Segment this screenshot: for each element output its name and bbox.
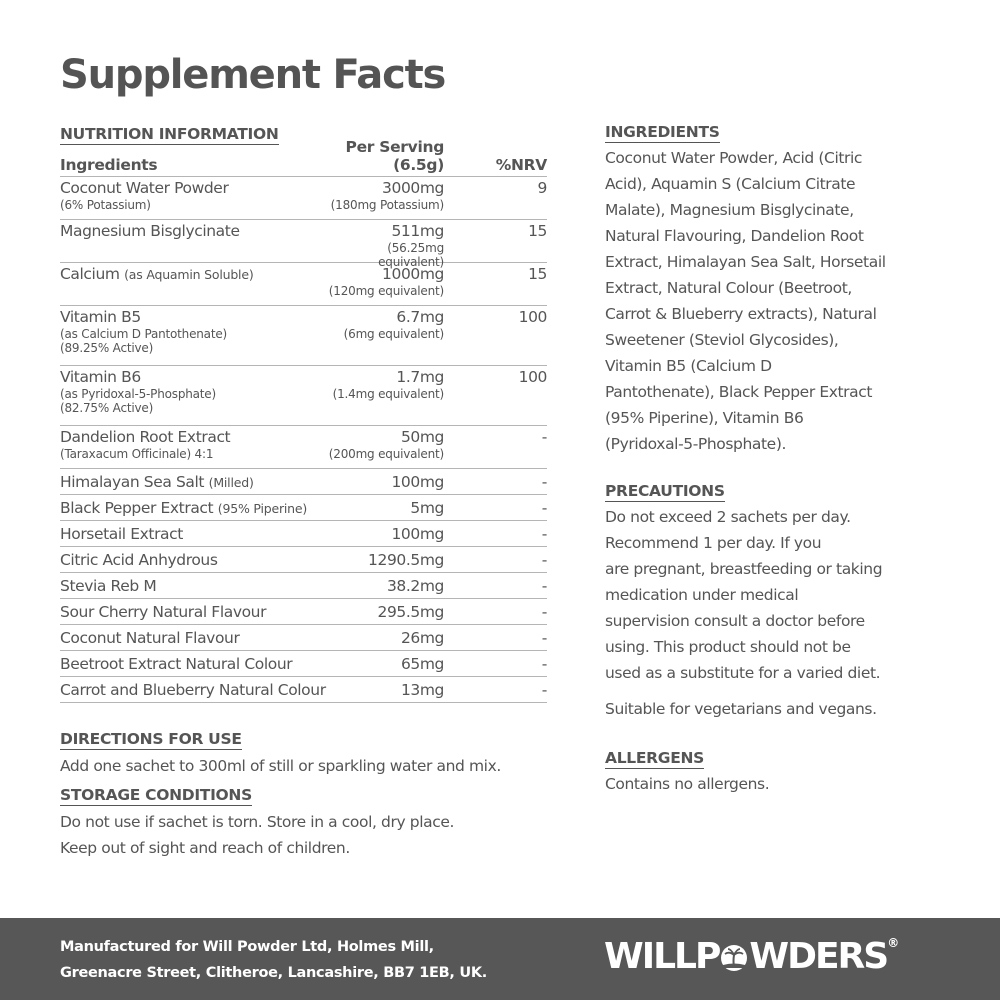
ingredient-cell [60, 680, 326, 702]
logo-text-right: WDERS [749, 936, 888, 977]
serving-cell [322, 264, 444, 305]
ingredients-line: Coconut Water Powder, Acid (Citric [605, 149, 863, 167]
serving-cell [322, 472, 444, 494]
ingredient-name: Coconut Water Powder [60, 179, 229, 197]
serving-cell [322, 524, 444, 546]
ingredient-name: Carrot and Blueberry Natural Colour [60, 681, 326, 699]
serving-amount: 100mg [391, 525, 444, 543]
ingredients-text [605, 145, 945, 457]
ingredient-name: Magnesium Bisglycinate [60, 222, 240, 240]
serving-amount: 6.7mg [396, 308, 444, 326]
table-row [60, 469, 547, 495]
nutrition-table-header [60, 138, 547, 177]
serving-cell [322, 367, 444, 425]
left-column [60, 124, 547, 861]
ingredients-line: Natural Flavouring, Dandelion Root [605, 227, 864, 245]
ingredients-line: Acid), Aquamin S (Calcium Citrate [605, 175, 856, 193]
ingredient-cell [60, 524, 322, 546]
serving-cell [322, 680, 444, 702]
nrv-cell: - [541, 428, 547, 446]
nrv-cell: - [541, 473, 547, 491]
manufacturer-address [60, 934, 487, 986]
serving-cell [322, 628, 444, 650]
nrv-cell: - [541, 577, 547, 595]
ingredient-cell [60, 221, 322, 262]
ingredient-sub: (Taraxacum Officinale) 4:1 [60, 447, 214, 461]
ingredient-sub-2: (89.25% Active) [60, 341, 154, 355]
nrv-cell: 100 [518, 368, 547, 386]
table-row [60, 495, 547, 521]
precautions-line: using. This product should not be [605, 638, 851, 656]
ingredient-cell [60, 427, 322, 468]
serving-cell [322, 602, 444, 624]
storage-heading: STORAGE CONDITIONS [60, 786, 252, 804]
ingredient-cell [60, 576, 322, 598]
ingredient-name: Stevia Reb M [60, 577, 157, 595]
serving-amount: 65mg [400, 655, 444, 673]
serving-amount: 50mg [400, 428, 444, 446]
ingredient-name: Beetroot Extract Natural Colour [60, 655, 293, 673]
ingredients-heading: INGREDIENTS [605, 123, 720, 141]
ingredient-cell [60, 602, 322, 624]
table-row [60, 573, 547, 599]
ingredient-name: Dandelion Root Extract [60, 428, 231, 446]
ingredients-line: Malate), Magnesium Bisglycinate, [605, 201, 854, 219]
ingredient-name: Sour Cherry Natural Flavour [60, 603, 267, 621]
serving-amount: 1.7mg [396, 368, 444, 386]
table-row [60, 426, 547, 469]
serving-amount: 295.5mg [377, 603, 444, 621]
table-row [60, 521, 547, 547]
table-row [60, 677, 547, 703]
ingredient-name: Black Pepper Extract [60, 499, 214, 517]
allergens-heading: ALLERGENS [605, 749, 705, 767]
ingredient-note: (Milled) [208, 475, 254, 490]
nrv-cell: - [541, 681, 547, 699]
precautions-line: supervision consult a doctor before [605, 612, 865, 630]
ingredient-cell [60, 472, 322, 494]
right-column [605, 122, 945, 797]
serving-equivalent: (6mg equivalent) [343, 327, 444, 341]
nrv-cell: 15 [528, 265, 547, 283]
nrv-cell: - [541, 629, 547, 647]
precautions-line: used as a substitute for a varied diet. [605, 664, 881, 682]
ingredient-name: Coconut Natural Flavour [60, 629, 240, 647]
precautions-line: Do not exceed 2 sachets per day. [605, 508, 851, 526]
col-per-serving: Per Serving (6.5g) [345, 138, 444, 174]
serving-cell [322, 427, 444, 468]
storage-line-1: Do not use if sachet is torn. Store in a cool, dry place. [60, 813, 454, 831]
ingredient-name: Vitamin B6 [60, 368, 141, 386]
nutrition-table-body [60, 177, 547, 703]
ingredient-name: Vitamin B5 [60, 308, 141, 326]
ingredient-name: Citric Acid Anhydrous [60, 551, 218, 569]
ingredient-cell [60, 550, 322, 572]
ingredient-cell [60, 178, 322, 219]
table-row [60, 625, 547, 651]
table-row [60, 651, 547, 677]
nrv-cell: - [541, 655, 547, 673]
nrv-cell: - [541, 603, 547, 621]
precautions-line: are pregnant, breastfeeding or taking [605, 560, 883, 578]
nutrition-heading: NUTRITION INFORMATION [60, 125, 279, 143]
ingredient-name: Horsetail Extract [60, 525, 183, 543]
nrv-cell: 100 [518, 308, 547, 326]
nrv-cell: - [541, 499, 547, 517]
serving-amount: 1290.5mg [368, 551, 444, 569]
suitable-text: Suitable for vegetarians and vegans. [605, 700, 877, 718]
footer [0, 918, 1000, 1000]
table-row [60, 306, 547, 366]
precautions-heading: PRECAUTIONS [605, 482, 725, 500]
ingredient-cell [60, 498, 322, 520]
ingredients-line: Sweetener (Steviol Glycosides), [605, 331, 839, 349]
ingredients-line: Vitamin B5 (Calcium D [605, 357, 772, 375]
ingredient-name: Himalayan Sea Salt [60, 473, 205, 491]
registered-mark: ® [887, 936, 900, 950]
serving-cell [322, 550, 444, 572]
precautions-line: Recommend 1 per day. If you [605, 534, 822, 552]
ingredient-cell [60, 628, 322, 650]
ingredient-cell [60, 367, 322, 425]
address-line-1: Manufactured for Will Powder Ltd, Holmes Mill, [60, 939, 434, 955]
serving-equivalent: (56.25mg equivalent) [378, 241, 444, 269]
ingredients-line: (Pyridoxal-5-Phosphate). [605, 435, 786, 453]
allergens-text: Contains no allergens. [605, 775, 770, 793]
serving-amount: 13mg [400, 681, 444, 699]
serving-cell [322, 654, 444, 676]
ingredient-note: (95% Piperine) [217, 501, 308, 516]
ingredient-sub-2: (82.75% Active) [60, 401, 154, 415]
directions-heading: DIRECTIONS FOR USE [60, 730, 242, 748]
ingredients-line: Extract, Himalayan Sea Salt, Horsetail [605, 253, 886, 271]
precautions-line: medication under medical [605, 586, 799, 604]
table-row [60, 263, 547, 306]
serving-cell [322, 178, 444, 219]
ingredients-line: (95% Piperine), Vitamin B6 [605, 409, 804, 427]
serving-amount: 38.2mg [386, 577, 444, 595]
table-row [60, 366, 547, 426]
col-ingredients: Ingredients [60, 156, 158, 174]
address-line-2: Greenacre Street, Clitheroe, Lancashire, BB7 1EB, UK. [60, 965, 487, 981]
serving-amount: 1000mg [382, 265, 444, 283]
nrv-cell: - [541, 551, 547, 569]
palm-tree-icon [719, 943, 749, 973]
storage-line-2: Keep out of sight and reach of children. [60, 839, 350, 857]
precautions-text [605, 504, 945, 686]
col-nrv: %NRV [495, 156, 547, 174]
page-title: Supplement Facts [60, 52, 446, 98]
serving-amount: 3000mg [382, 179, 444, 197]
table-row [60, 177, 547, 220]
serving-amount: 100mg [391, 473, 444, 491]
serving-cell [322, 221, 444, 269]
serving-amount: 511mg [391, 222, 444, 240]
ingredient-sub: (as Pyridoxal-5-Phosphate) [60, 387, 216, 401]
ingredient-sub: (6% Potassium) [60, 198, 151, 212]
table-row [60, 547, 547, 573]
serving-amount: 5mg [410, 499, 444, 517]
ingredients-line: Extract, Natural Colour (Beetroot, [605, 279, 852, 297]
nrv-cell: 15 [528, 222, 547, 240]
ingredient-cell [60, 307, 322, 365]
serving-equivalent: (120mg equivalent) [328, 284, 444, 298]
serving-amount: 26mg [400, 629, 444, 647]
serving-cell [322, 498, 444, 520]
serving-equivalent: (1.4mg equivalent) [332, 387, 444, 401]
ingredient-sub: (as Calcium D Pantothenate) [60, 327, 227, 341]
table-row [60, 220, 547, 269]
ingredients-line: Pantothenate), Black Pepper Extract [605, 383, 873, 401]
ingredient-cell [60, 264, 322, 305]
serving-cell [322, 307, 444, 365]
serving-equivalent: (200mg equivalent) [328, 447, 444, 461]
nrv-cell: - [541, 525, 547, 543]
ingredient-cell [60, 654, 322, 676]
directions-text: Add one sachet to 300ml of still or sparkling water and mix. [60, 757, 501, 775]
table-row [60, 599, 547, 625]
serving-equivalent: (180mg Potassium) [330, 198, 444, 212]
ingredient-note: (as Aquamin Soluble) [124, 267, 254, 282]
brand-logo [604, 936, 899, 977]
nrv-cell: 9 [537, 179, 547, 197]
logo-text-left: WILLP [604, 936, 720, 977]
ingredient-name: Calcium [60, 265, 120, 283]
serving-cell [322, 576, 444, 598]
ingredients-line: Carrot & Blueberry extracts), Natural [605, 305, 877, 323]
